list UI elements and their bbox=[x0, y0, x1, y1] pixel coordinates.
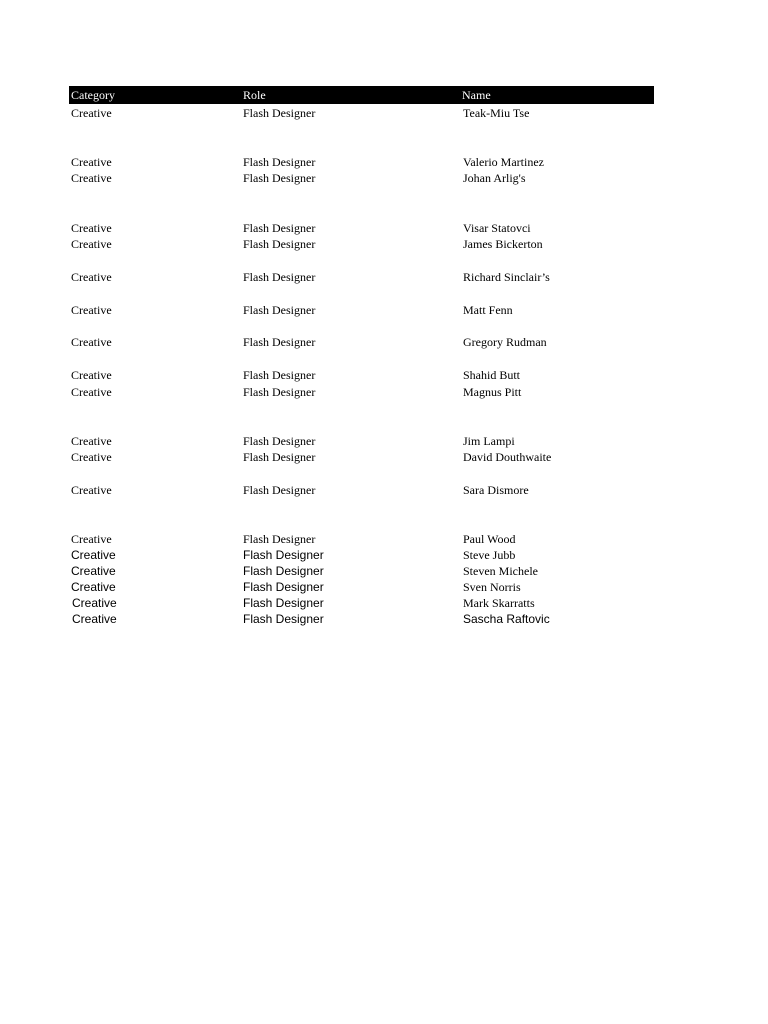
table-row bbox=[0, 547, 768, 563]
table-row bbox=[0, 611, 768, 627]
role-cell: Flash Designer bbox=[243, 106, 316, 120]
category-cell: Creative bbox=[71, 155, 112, 169]
role-cell: Flash Designer bbox=[243, 385, 316, 399]
name-cell: Steven Michele bbox=[463, 564, 538, 578]
table-row bbox=[0, 384, 768, 400]
role-cell: Flash Designer bbox=[243, 450, 316, 464]
role-cell: Flash Designer bbox=[243, 580, 324, 594]
name-cell: Johan Arlig's bbox=[463, 171, 526, 185]
table-row bbox=[0, 531, 768, 547]
name-cell: Matt Fenn bbox=[463, 303, 513, 317]
name-cell: Valerio Martinez bbox=[463, 155, 544, 169]
name-cell: Sascha Raftovic bbox=[463, 612, 550, 626]
category-cell: Creative bbox=[71, 385, 112, 399]
table-row bbox=[0, 269, 768, 285]
name-cell: Shahid Butt bbox=[463, 368, 521, 382]
table-row bbox=[0, 433, 768, 449]
name-cell: Visar Statovci bbox=[463, 221, 531, 235]
role-cell: Flash Designer bbox=[243, 612, 324, 626]
name-cell: James Bickerton bbox=[463, 237, 543, 251]
table-row bbox=[0, 595, 768, 611]
name-cell: Teak-Miu Tse bbox=[463, 106, 530, 120]
category-cell: Creative bbox=[71, 548, 116, 562]
name-cell: Richard Sinclair’s bbox=[463, 270, 550, 284]
role-cell: Flash Designer bbox=[243, 434, 316, 448]
category-cell: Creative bbox=[71, 106, 112, 120]
table-row bbox=[0, 563, 768, 579]
category-cell: Creative bbox=[71, 450, 112, 464]
category-cell: Creative bbox=[71, 532, 112, 546]
name-cell: Sven Norris bbox=[463, 580, 521, 594]
table-row bbox=[0, 236, 768, 252]
role-cell: Flash Designer bbox=[243, 155, 316, 169]
category-cell: Creative bbox=[71, 221, 112, 235]
table-row bbox=[0, 482, 768, 498]
role-cell: Flash Designer bbox=[243, 548, 324, 562]
table-row bbox=[0, 449, 768, 465]
header-role: Role bbox=[243, 88, 266, 102]
category-cell: Creative bbox=[71, 483, 112, 497]
table-row bbox=[0, 105, 768, 121]
role-cell: Flash Designer bbox=[243, 596, 324, 610]
table-row bbox=[0, 579, 768, 595]
category-cell: Creative bbox=[71, 303, 112, 317]
category-cell: Creative bbox=[71, 564, 116, 578]
table-header bbox=[69, 86, 654, 104]
category-cell: Creative bbox=[71, 270, 112, 284]
role-cell: Flash Designer bbox=[243, 237, 316, 251]
role-cell: Flash Designer bbox=[243, 532, 316, 546]
category-cell: Creative bbox=[71, 335, 112, 349]
table-row bbox=[0, 220, 768, 236]
name-cell: Magnus Pitt bbox=[463, 385, 522, 399]
name-cell: David Douthwaite bbox=[463, 450, 552, 464]
category-cell: Creative bbox=[71, 171, 112, 185]
table-row bbox=[0, 334, 768, 350]
role-cell: Flash Designer bbox=[243, 171, 316, 185]
category-cell: Creative bbox=[71, 434, 112, 448]
category-cell: Creative bbox=[71, 580, 116, 594]
name-cell: Mark Skarratts bbox=[463, 596, 535, 610]
name-cell: Sara Dismore bbox=[463, 483, 529, 497]
role-cell: Flash Designer bbox=[243, 368, 316, 382]
role-cell: Flash Designer bbox=[243, 221, 316, 235]
header-category: Category bbox=[71, 88, 115, 102]
table-row bbox=[0, 154, 768, 170]
role-cell: Flash Designer bbox=[243, 564, 324, 578]
role-cell: Flash Designer bbox=[243, 483, 316, 497]
role-cell: Flash Designer bbox=[243, 270, 316, 284]
name-cell: Paul Wood bbox=[463, 532, 516, 546]
table-row bbox=[0, 302, 768, 318]
category-cell: Creative bbox=[72, 612, 117, 626]
category-cell: Creative bbox=[71, 237, 112, 251]
category-cell: Creative bbox=[72, 596, 117, 610]
role-cell: Flash Designer bbox=[243, 335, 316, 349]
header-name: Name bbox=[462, 88, 491, 102]
table-row bbox=[0, 367, 768, 383]
name-cell: Jim Lampi bbox=[463, 434, 515, 448]
category-cell: Creative bbox=[71, 368, 112, 382]
table-row bbox=[0, 170, 768, 186]
name-cell: Steve Jubb bbox=[463, 548, 516, 562]
role-cell: Flash Designer bbox=[243, 303, 316, 317]
name-cell: Gregory Rudman bbox=[463, 335, 547, 349]
